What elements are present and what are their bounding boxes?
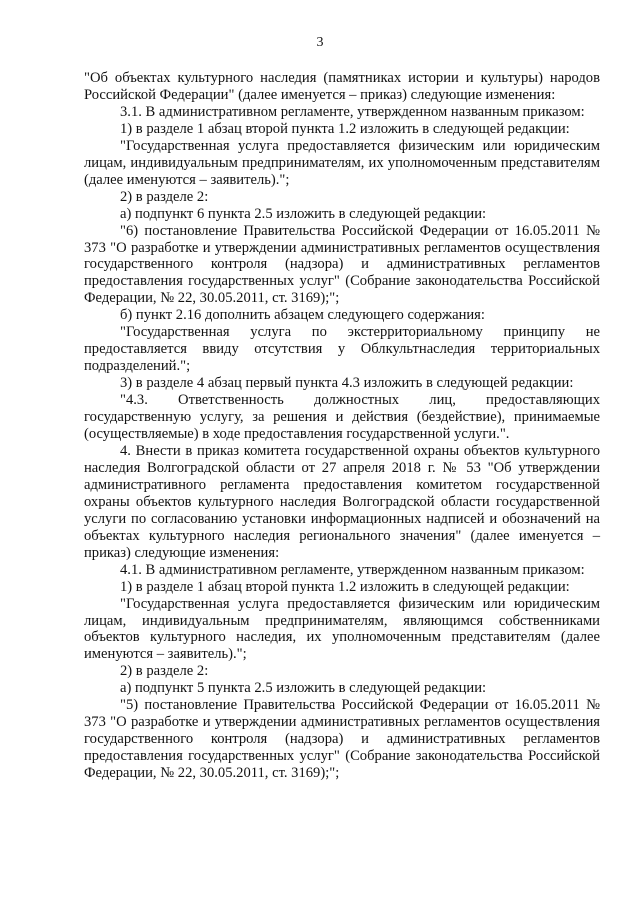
paragraph: 4. Внести в приказ комитета государственной охраны объектов культурного наследия Волгоградской области от 27 апреля 2018 г. № 53 "Об утверждении административного регламента предоставления комитетом государственной охраны объектов культурного наследия Волгоградской области государственной услуги по согласованию установки информационных надписей и обозначений на объектах культурного наследия регионального значения" (далее именуется – приказ) следующие изменения: (84, 442, 600, 561)
paragraph: а) подпункт 6 пункта 2.5 изложить в следующей редакции: (120, 205, 487, 222)
page-number: 3 (316, 35, 324, 50)
paragraph: 4.1. В административном регламенте, утвержденном названным приказом: (120, 561, 585, 578)
paragraph: "5) постановление Правительства Российской Федерации от 16.05.2011 № 373 "О разработке и утверждении административных регламентов осуществления государственного контроля (надзора) и административных регламентов предоставления государственных услуг" (Собрание законодательства Российской Федерации, № 22, 30.05.2011, ст. 3169);"; (84, 697, 600, 782)
document-body (84, 70, 600, 782)
paragraph: "Государственная услуга предоставляется физическим или юридическим лицам, индивидуальным предпринимателям, их уполномоченным представителям (далее именуются – заявитель)."; (84, 137, 600, 188)
paragraph: б) пункт 2.16 дополнить абзацем следующего содержания: (120, 307, 485, 324)
paragraph: "6) постановление Правительства Российской Федерации от 16.05.2011 № 373 "О разработке и утверждении административных регламентов осуществления государственного контроля (надзора) и административных регламентов предоставления государственных услуг" (Собрание законодательства Российской Федерации, № 22, 30.05.2011, ст. 3169);"; (84, 222, 600, 307)
paragraph: 2) в разделе 2: (120, 663, 209, 680)
paragraph: "Об объектах культурного наследия (памятниках истории и культуры) народов Российской Федерации" (далее именуется – приказ) следующие изменения: (84, 70, 600, 103)
paragraph: 2) в разделе 2: (120, 188, 209, 205)
paragraph: "4.3. Ответственность должностных лиц, предоставляющих государственную услугу, за решения и действия (бездействие), принимаемые (осуществляемые) в ходе предоставления государственной услуги.". (84, 392, 600, 443)
paragraph: 1) в разделе 1 абзац второй пункта 1.2 изложить в следующей редакции: (120, 120, 570, 137)
paragraph: "Государственная услуга предоставляется физическим или юридическим лицам, индивидуальным предпринимателям, являющимся собственниками объектов культурного наследия, их уполномоченным представителям (далее именуются – заявитель)."; (84, 595, 600, 663)
paragraph: 3) в разделе 4 абзац первый пункта 4.3 изложить в следующей редакции: (120, 375, 574, 392)
paragraph: 3.1. В административном регламенте, утвержденном названным приказом: (120, 103, 585, 120)
paragraph: а) подпункт 5 пункта 2.5 изложить в следующей редакции: (120, 680, 487, 697)
paragraph: 1) в разделе 1 абзац второй пункта 1.2 изложить в следующей редакции: (120, 578, 570, 595)
paragraph: "Государственная услуга по экстерриториальному принципу не предоставляется ввиду отсутствия у Облкультнаследия территориальных подразделений."; (84, 324, 600, 375)
